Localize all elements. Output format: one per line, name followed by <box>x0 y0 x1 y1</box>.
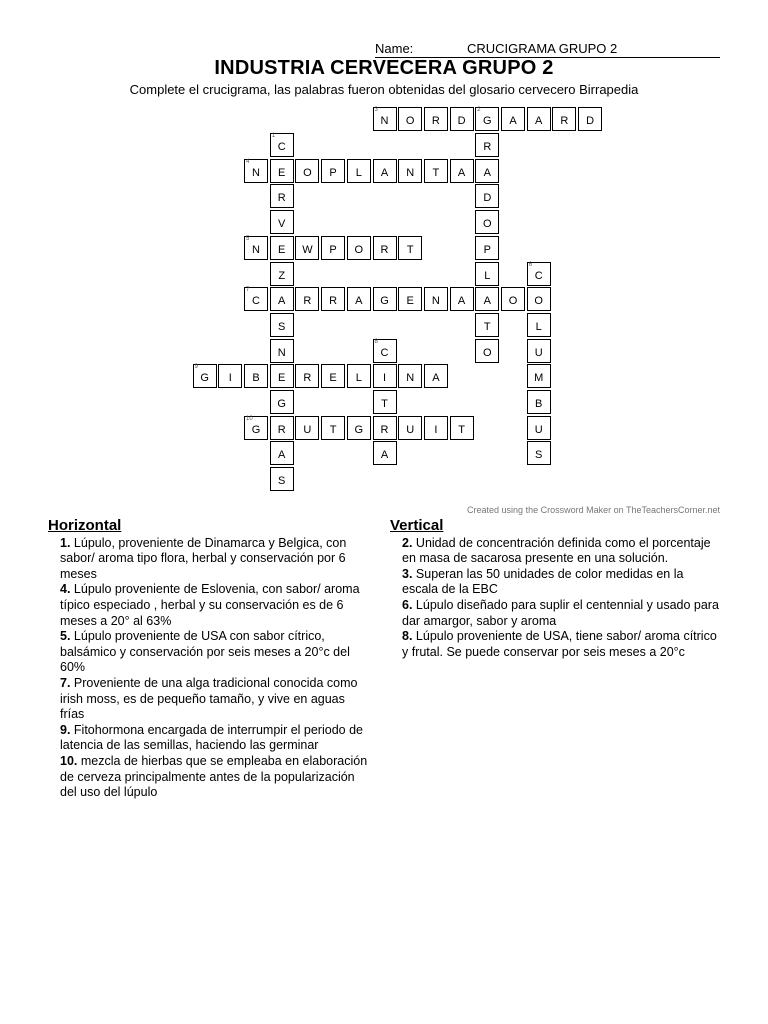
grid-cell <box>321 236 345 260</box>
cell-letter: G <box>251 423 261 436</box>
cell-letter: D <box>457 115 466 128</box>
grid-cell <box>373 441 397 465</box>
cell-letter: T <box>458 423 465 436</box>
grid-cell <box>527 262 551 286</box>
grid-cell <box>270 287 294 311</box>
horizontal-clues <box>48 518 368 801</box>
cell-number: 1 <box>271 133 276 139</box>
cell-number: 3 <box>374 107 378 114</box>
credit-text: Created using the Crossword Maker on TheTeachersCorner.net <box>467 505 720 515</box>
cell-letter: O <box>354 243 364 256</box>
grid-cell <box>270 467 294 491</box>
grid-cell <box>270 313 294 337</box>
cell-letter: V <box>278 218 286 231</box>
grid-cell <box>373 236 397 260</box>
cell-letter: R <box>277 192 286 205</box>
grid-cell <box>475 107 499 131</box>
clue-text: Unidad de concentración definida como el porcentaje en masa de sacarosa presente en una solución. <box>402 535 711 566</box>
grid-cell <box>475 287 499 311</box>
grid-cell <box>424 287 448 311</box>
cell-letter: E <box>278 372 286 385</box>
cell-letter: U <box>534 346 543 359</box>
cell-letter: B <box>252 372 260 385</box>
grid-cell <box>373 364 397 388</box>
grid-cell <box>373 390 397 414</box>
clue-h10 <box>60 754 368 801</box>
cell-letter: G <box>277 398 286 410</box>
grid-cell <box>424 364 448 388</box>
grid-cell <box>295 159 319 183</box>
grid-cell <box>244 287 268 311</box>
cell-letter: A <box>278 449 286 462</box>
grid-cell <box>270 133 294 157</box>
cell-letter: I <box>228 372 232 385</box>
cell-letter: S <box>278 475 286 488</box>
grid-cell <box>321 287 345 311</box>
vertical-clues <box>390 518 720 660</box>
cell-letter: T <box>329 423 337 436</box>
cell-letter: A <box>380 449 389 462</box>
grid-cell <box>193 364 217 388</box>
cell-letter: N <box>406 166 415 179</box>
cell-letter: R <box>303 372 312 385</box>
instructions: Complete el crucigrama, las palabras fueron obtenidas del glosario cervecero Birrapedia <box>129 82 639 97</box>
grid-cell <box>295 364 319 388</box>
grid-cell <box>347 364 371 388</box>
cell-letter: S <box>535 449 543 462</box>
grid-cell <box>373 416 397 440</box>
clue-text: Lúpulo diseñado para suplir el centennial y usado para dar amargor, sabor y aroma <box>402 597 719 628</box>
cell-letter: C <box>534 269 543 282</box>
vertical-heading: Vertical <box>390 517 444 534</box>
cell-letter: T <box>381 398 388 410</box>
grid-cell <box>347 236 371 260</box>
grid-cell <box>450 107 474 131</box>
grid-cell <box>270 364 294 388</box>
cell-letter: M <box>534 372 544 385</box>
cell-letter: O <box>508 295 518 308</box>
cell-letter: N <box>252 243 260 256</box>
cell-letter: I <box>382 372 387 385</box>
clue-h9 <box>60 723 368 754</box>
grid-cell <box>244 236 268 260</box>
cell-letter: A <box>457 295 466 308</box>
cell-letter: D <box>483 192 492 205</box>
cell-letter: O <box>405 115 415 128</box>
grid-cell <box>527 313 551 337</box>
cell-letter: A <box>380 166 389 179</box>
cell-letter: P <box>329 166 337 179</box>
clue-number: 9. <box>60 722 71 737</box>
cell-letter: I <box>434 423 438 436</box>
grid-cell <box>244 159 268 183</box>
clue-text: Superan las 50 unidades de color medidas en la escala de la EBC <box>402 566 684 597</box>
cell-letter: A <box>483 295 491 308</box>
cell-letter: R <box>483 141 492 153</box>
clue-number: 3. <box>402 566 413 581</box>
grid-cell <box>527 416 551 440</box>
clue-number: 5. <box>60 629 71 644</box>
grid-cell <box>475 210 499 234</box>
clue-text: Lúpulo proveniente de USA con sabor cítrico, balsámico y conservación por seis meses a 20°c del 60% <box>60 629 350 675</box>
cell-letter: R <box>303 295 312 308</box>
grid-cell <box>398 364 422 388</box>
cell-letter: R <box>277 423 286 436</box>
crossword-grid <box>0 0 768 510</box>
cell-letter: R <box>329 295 338 308</box>
cell-letter: U <box>406 423 415 436</box>
clue-text: mezcla de hierbas que se empleaba en elaboración de cerveza principalmente antes de la popularización del uso del lúpulo <box>60 753 368 800</box>
cell-letter: T <box>432 166 440 179</box>
cell-letter: N <box>406 372 415 385</box>
grid-cell <box>450 416 474 440</box>
cell-letter: A <box>483 166 491 179</box>
cell-letter: N <box>277 346 286 359</box>
cell-letter: P <box>483 243 491 256</box>
cell-number: 10 <box>246 415 253 422</box>
cell-letter: S <box>278 320 286 333</box>
cell-number: 7 <box>246 287 250 294</box>
grid-cell <box>347 287 371 311</box>
cell-letter: C <box>252 295 260 308</box>
clue-v8 <box>402 629 720 660</box>
grid-cell <box>270 339 294 363</box>
grid-cell <box>295 287 319 311</box>
cell-letter: L <box>355 166 362 179</box>
cell-letter: U <box>534 423 543 436</box>
cell-letter: A <box>509 115 517 128</box>
cell-letter: L <box>355 372 362 385</box>
clue-number: 6. <box>402 597 413 612</box>
cell-letter: A <box>535 115 543 128</box>
clue-number: 7. <box>60 675 71 690</box>
grid-cell <box>475 262 499 286</box>
cell-letter: N <box>380 115 389 128</box>
cell-number: 9 <box>194 364 198 371</box>
grid-cell <box>270 159 294 183</box>
grid-cell <box>527 287 551 311</box>
grid-cell <box>475 236 499 260</box>
grid-cell <box>270 441 294 465</box>
cell-letter: T <box>483 320 491 333</box>
cell-letter: A <box>355 295 363 308</box>
grid-cell <box>527 390 551 414</box>
grid-cell <box>270 236 294 260</box>
grid-cell <box>347 416 371 440</box>
grid-cell <box>218 364 242 388</box>
clue-number: 2. <box>402 535 413 550</box>
grid-cell <box>424 107 448 131</box>
cell-letter: A <box>278 295 286 308</box>
grid-cell <box>295 416 319 440</box>
grid-cell <box>398 287 422 311</box>
grid-cell <box>244 364 268 388</box>
cell-letter: G <box>380 295 389 308</box>
cell-letter: C <box>380 346 389 359</box>
cell-letter: G <box>200 372 209 385</box>
name-label: Name: <box>375 41 414 56</box>
clue-text: Lúpulo proveniente de Eslovenia, con sabor/ aroma típico especiado , herbal y su conservación es de 6 meses a 20° al 63% <box>60 582 360 628</box>
cell-letter: L <box>535 320 542 333</box>
cell-letter: L <box>484 269 491 282</box>
cell-number: 6 <box>528 261 533 268</box>
page-title: INDUSTRIA CERVECERA GRUPO 2 <box>214 57 554 79</box>
grid-cell <box>501 107 525 131</box>
grid-cell <box>321 159 345 183</box>
clue-v2 <box>402 536 720 567</box>
grid-cell <box>398 416 422 440</box>
cell-letter: O <box>303 166 312 179</box>
grid-cell <box>398 236 422 260</box>
cell-letter: W <box>302 243 313 256</box>
cell-letter: P <box>329 243 337 256</box>
grid-cell <box>527 339 551 363</box>
cell-letter: A <box>457 166 466 179</box>
cell-letter: T <box>406 243 414 256</box>
cell-letter: G <box>483 115 492 128</box>
cell-letter: R <box>380 423 389 436</box>
grid-cell <box>373 339 397 363</box>
grid-cell <box>578 107 602 131</box>
clue-text: Lúpulo, proveniente de Dinamarca y Belgica, con sabor/ aroma tipo flora, herbal y conservación por 6 meses <box>60 535 347 581</box>
grid-cell <box>527 107 551 131</box>
grid-cell <box>321 416 345 440</box>
grid-cell <box>475 159 499 183</box>
clue-h4 <box>60 582 368 629</box>
cell-letter: R <box>380 243 389 256</box>
horizontal-heading: Horizontal <box>48 517 122 534</box>
cell-letter: C <box>277 141 286 153</box>
grid-cell <box>398 159 422 183</box>
grid-cell <box>475 184 499 208</box>
clue-h7 <box>60 676 368 723</box>
clue-text: Lúpulo proveniente de USA, tiene sabor/ aroma cítrico y frutal. Se puede conservar por seis meses a 20°c <box>402 629 717 659</box>
grid-cell <box>244 416 268 440</box>
grid-cell <box>373 287 397 311</box>
cell-letter: O <box>483 346 492 359</box>
cell-letter: R <box>431 115 440 128</box>
cell-letter: B <box>535 398 543 410</box>
grid-cell <box>475 339 499 363</box>
grid-cell <box>270 416 294 440</box>
cell-letter: R <box>560 115 569 128</box>
cell-letter: D <box>586 115 595 128</box>
grid-cell <box>295 236 319 260</box>
cell-letter: E <box>278 243 286 256</box>
grid-cell <box>475 313 499 337</box>
grid-cell <box>373 159 397 183</box>
clue-v3 <box>402 567 720 598</box>
grid-cell <box>347 159 371 183</box>
grid-cell <box>450 159 474 183</box>
cell-letter: N <box>431 295 440 308</box>
grid-cell <box>424 159 448 183</box>
grid-cell <box>475 133 499 157</box>
grid-cell <box>450 287 474 311</box>
clue-text: Fitohormona encargada de interrumpir el periodo de latencia de las semillas, haciendo las germinar <box>60 722 363 753</box>
cell-number: 8 <box>374 338 378 345</box>
grid-cell <box>270 210 294 234</box>
cell-letter: N <box>252 166 260 179</box>
cell-letter: O <box>483 218 492 231</box>
cell-number: 4 <box>246 158 250 165</box>
cell-number: 2 <box>477 107 481 114</box>
clue-h1 <box>60 536 368 583</box>
clue-number: 10. <box>60 753 78 768</box>
cell-letter: U <box>303 423 312 436</box>
cell-letter: E <box>278 166 286 179</box>
grid-cell <box>270 262 294 286</box>
clue-h5 <box>60 629 368 676</box>
clue-number: 8. <box>402 629 413 644</box>
grid-cell <box>270 390 294 414</box>
cell-letter: O <box>534 295 543 308</box>
cell-letter: G <box>354 423 364 436</box>
grid-cell <box>398 107 422 131</box>
cell-number: 5 <box>246 235 250 242</box>
cell-letter: Z <box>278 269 286 282</box>
cell-letter: E <box>406 295 414 308</box>
cell-letter: A <box>432 372 440 385</box>
grid-cell <box>501 287 525 311</box>
name-value: CRUCIGRAMA GRUPO 2 <box>467 41 618 56</box>
grid-cell <box>552 107 576 131</box>
clue-number: 1. <box>60 535 71 550</box>
grid-cell <box>424 416 448 440</box>
cell-letter: E <box>329 372 337 385</box>
clue-v6 <box>402 598 720 629</box>
clue-text: Proveniente de una alga tradicional conocida como irish moss, es de pequeño tamaño, y vive en aguas frías <box>60 675 358 722</box>
grid-cell <box>373 107 397 131</box>
clue-number: 4. <box>60 582 71 597</box>
grid-cell <box>527 364 551 388</box>
grid-cell <box>321 364 345 388</box>
grid-cell <box>527 441 551 465</box>
grid-cell <box>270 184 294 208</box>
